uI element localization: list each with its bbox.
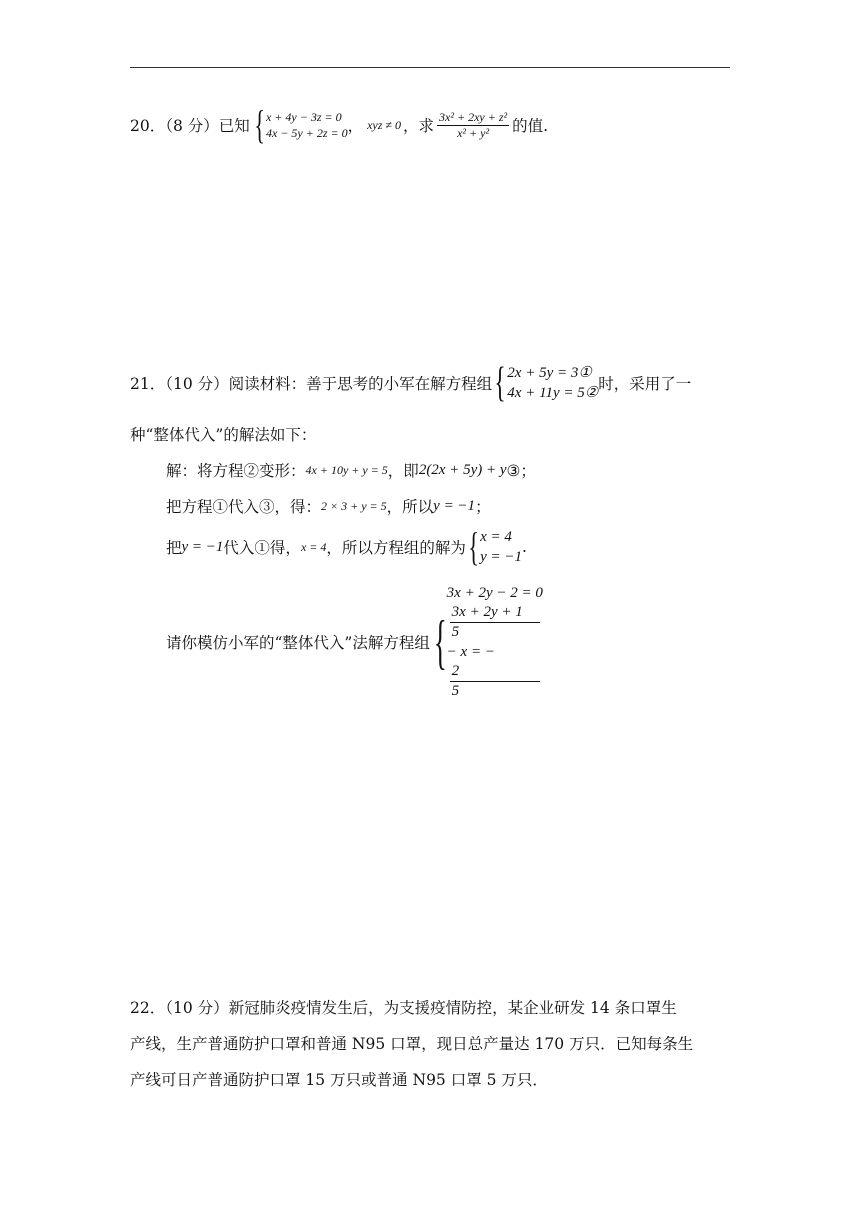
q21-task-frac-den: 5 bbox=[451, 624, 460, 640]
q21-sol3-math: y = −1 bbox=[181, 538, 224, 555]
q21-sol2-a: 把方程①代入③，得： bbox=[166, 498, 322, 516]
q21-sol3-d: . bbox=[522, 538, 527, 557]
q21-task-frac-num: 3x + 2y + 1 bbox=[450, 603, 540, 623]
q21-solution-2 bbox=[166, 495, 491, 517]
q20-frac-den: x² + y² bbox=[457, 125, 490, 140]
q21-task-brace: { bbox=[433, 608, 447, 675]
q22-line3: 产线可日产普通防护口罩 15 万只或普通 N95 口罩 5 万只． bbox=[130, 1071, 548, 1089]
q21-sol3-brace: { bbox=[468, 524, 479, 570]
q21-task-frac2 bbox=[450, 662, 540, 701]
q21-solution-1 bbox=[166, 459, 536, 481]
q21-sol2-math2: y = −1 bbox=[433, 497, 476, 514]
q20-sep: ， bbox=[347, 117, 364, 135]
q21-sol1-c: ③； bbox=[506, 462, 536, 480]
q21-sol1-a: 解：将方程②变形： bbox=[166, 462, 306, 480]
q21-task-eq1: 3x + 2y − 2 = 0 bbox=[446, 585, 543, 601]
question-21 bbox=[130, 362, 691, 404]
q21-eq1: 2x + 5y = 3① bbox=[507, 364, 592, 381]
q21-task-frac bbox=[450, 603, 540, 642]
q21-task bbox=[166, 583, 543, 701]
q21-sol3-s1: x = 4 bbox=[480, 529, 512, 545]
q21-sol1-math2: 2(2x + 5y) + y bbox=[418, 461, 507, 478]
q21-solution-3 bbox=[166, 524, 527, 570]
question-20 bbox=[130, 102, 549, 147]
q21-eq2: 4x + 11y = 5② bbox=[507, 385, 599, 401]
q21-label: 21．（10 分）阅读材料：善于思考的小军在解方程组 bbox=[130, 375, 493, 393]
q21-task-frac2-num: 2 bbox=[450, 662, 540, 682]
q22-line1: 22．（10 分）新冠肺炎疫情发生后，为支援疫情防控，某企业研发 14 条口罩生 bbox=[130, 999, 677, 1017]
q20-eq2: 4x − 5y + 2z = 0 bbox=[265, 126, 348, 140]
q21-task-eq2 bbox=[447, 603, 543, 700]
q20-label: 20．（8 分）已知 bbox=[130, 117, 250, 135]
q20-eq1: x + 4y − 3z = 0 bbox=[265, 109, 342, 124]
q20-ask: ，求 bbox=[403, 117, 435, 135]
q21-brace: { bbox=[494, 360, 506, 406]
q20-system bbox=[266, 109, 348, 141]
q20-condition: xyz ≠ 0 bbox=[367, 117, 402, 132]
q22-line2: 产线，生产普通防护口罩和普通 N95 口罩，现日总产量达 170 万只．已知每条生 bbox=[130, 1035, 694, 1053]
q21-sol2-math: 2 × 3 + y = 5 bbox=[321, 498, 387, 513]
q20-brace: { bbox=[254, 102, 265, 147]
q20-tail: 的值. bbox=[512, 117, 549, 135]
q21-sol1-b: ，即 bbox=[387, 462, 419, 480]
q21-sol3-s2: y = −1 bbox=[480, 549, 522, 566]
q21-task-frac2-den: 5 bbox=[451, 682, 460, 699]
q21-sol2-c: ； bbox=[475, 498, 491, 516]
q20-fraction bbox=[437, 110, 509, 141]
q21-sol3-math2: x = 4 bbox=[300, 539, 327, 554]
q21-sol1-math: 4x + 10y + y = 5 bbox=[305, 462, 388, 477]
q20-frac-num: 3x² + 2xy + z² bbox=[439, 109, 508, 124]
q21-sol3-b: 代入①得， bbox=[223, 539, 301, 558]
q21-sol3-system bbox=[480, 527, 522, 568]
header-rule bbox=[130, 67, 730, 68]
q21-sol3-a: 把 bbox=[166, 539, 182, 558]
q21-task-system bbox=[447, 583, 543, 701]
q21-task-text: 请你模仿小军的“整体代入”法解方程组 bbox=[166, 633, 430, 652]
q21-line2: 种“整体代入”的解法如下： bbox=[130, 426, 317, 444]
q21-tail: 时，采用了一 bbox=[598, 375, 692, 393]
q21-system bbox=[507, 363, 598, 404]
q21-sol2-b: ，所以 bbox=[386, 498, 434, 516]
q21-task-mid: − x = − bbox=[446, 643, 495, 660]
q21-sol3-c: ，所以方程组的解为 bbox=[326, 539, 466, 558]
